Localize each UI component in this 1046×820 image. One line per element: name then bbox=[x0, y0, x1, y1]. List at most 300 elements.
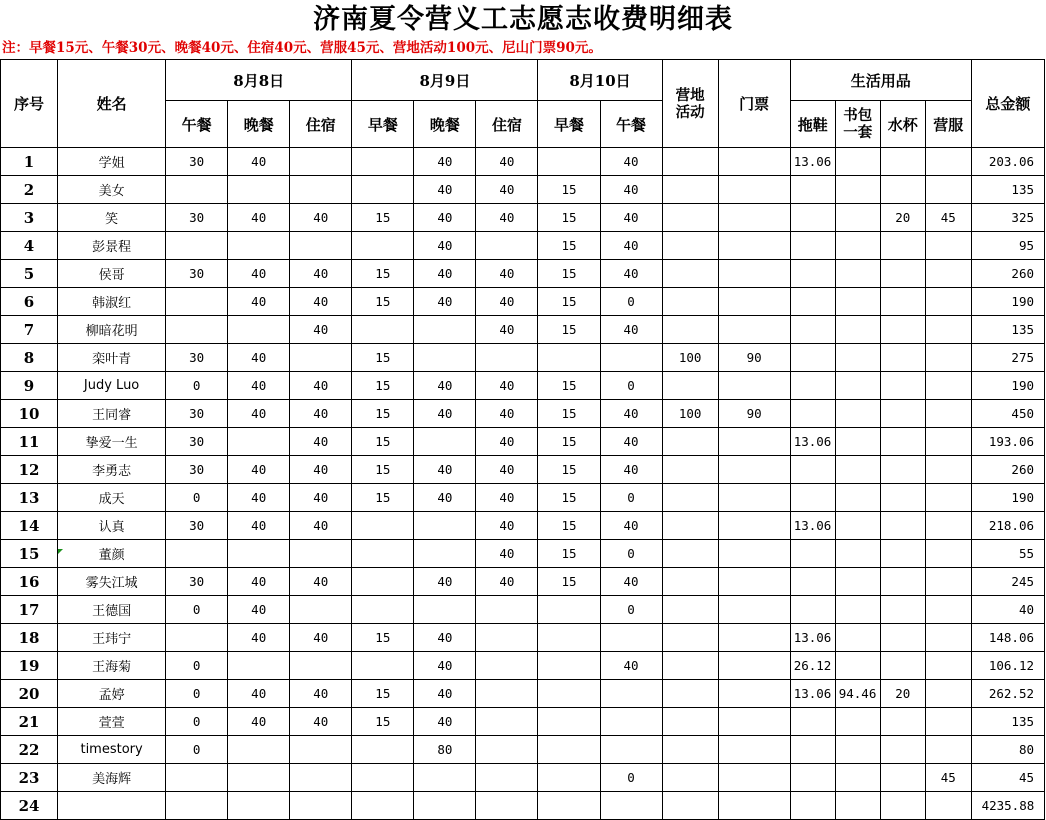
cell-activity[interactable] bbox=[662, 596, 718, 624]
cell-aug8-lunch[interactable] bbox=[166, 316, 228, 344]
cell-aug9-lodging[interactable]: 40 bbox=[476, 484, 538, 512]
cell-aug10-lunch[interactable]: 0 bbox=[600, 596, 662, 624]
cell-aug8-dinner[interactable]: 40 bbox=[228, 456, 290, 484]
cell-aug8-lunch[interactable]: 30 bbox=[166, 260, 228, 288]
cell-aug10-lunch[interactable]: 0 bbox=[600, 372, 662, 400]
cell-uniform[interactable] bbox=[925, 316, 971, 344]
cell-name[interactable]: 成天 bbox=[58, 484, 166, 512]
cell-aug8-lunch[interactable]: 0 bbox=[166, 736, 228, 764]
cell-total[interactable]: 148.06 bbox=[971, 624, 1044, 652]
cell-aug9-lodging[interactable] bbox=[476, 596, 538, 624]
cell-aug8-lodging[interactable]: 40 bbox=[290, 400, 352, 428]
cell-aug8-dinner[interactable]: 40 bbox=[228, 260, 290, 288]
cell-aug9-breakfast[interactable]: 15 bbox=[352, 428, 414, 456]
cell-name[interactable]: 栾叶青 bbox=[58, 344, 166, 372]
cell-name[interactable]: 董颜 bbox=[58, 540, 166, 568]
cell-seq[interactable]: 5 bbox=[1, 260, 58, 288]
cell-uniform[interactable] bbox=[925, 484, 971, 512]
cell-ticket[interactable]: 90 bbox=[718, 400, 790, 428]
cell-cup[interactable] bbox=[880, 540, 925, 568]
cell-aug8-dinner[interactable] bbox=[228, 540, 290, 568]
cell-slippers[interactable] bbox=[790, 204, 835, 232]
cell-aug9-dinner[interactable]: 40 bbox=[414, 624, 476, 652]
cell-schoolbag-set[interactable] bbox=[835, 428, 880, 456]
cell-aug8-lodging[interactable] bbox=[290, 148, 352, 176]
cell-aug10-breakfast[interactable]: 15 bbox=[538, 428, 600, 456]
cell-aug8-lodging[interactable]: 40 bbox=[290, 260, 352, 288]
cell-total[interactable]: 4235.88 bbox=[971, 792, 1044, 820]
cell-activity[interactable] bbox=[662, 792, 718, 820]
cell-aug8-dinner[interactable]: 40 bbox=[228, 204, 290, 232]
cell-aug10-breakfast[interactable]: 15 bbox=[538, 456, 600, 484]
cell-aug10-breakfast[interactable] bbox=[538, 652, 600, 680]
cell-slippers[interactable]: 13.06 bbox=[790, 624, 835, 652]
cell-aug9-lodging[interactable] bbox=[476, 232, 538, 260]
cell-schoolbag-set[interactable] bbox=[835, 540, 880, 568]
cell-aug8-dinner[interactable]: 40 bbox=[228, 596, 290, 624]
cell-cup[interactable] bbox=[880, 428, 925, 456]
cell-aug8-lodging[interactable] bbox=[290, 736, 352, 764]
cell-schoolbag-set[interactable] bbox=[835, 736, 880, 764]
cell-schoolbag-set[interactable] bbox=[835, 456, 880, 484]
cell-aug9-breakfast[interactable] bbox=[352, 764, 414, 792]
cell-aug10-lunch[interactable]: 0 bbox=[600, 764, 662, 792]
cell-aug10-breakfast[interactable]: 15 bbox=[538, 400, 600, 428]
cell-aug8-lunch[interactable]: 0 bbox=[166, 708, 228, 736]
cell-aug8-lodging[interactable]: 40 bbox=[290, 708, 352, 736]
cell-seq[interactable]: 6 bbox=[1, 288, 58, 316]
cell-ticket[interactable] bbox=[718, 652, 790, 680]
cell-activity[interactable] bbox=[662, 456, 718, 484]
cell-name[interactable]: 学姐 bbox=[58, 148, 166, 176]
cell-cup[interactable] bbox=[880, 708, 925, 736]
cell-cup[interactable] bbox=[880, 764, 925, 792]
cell-cup[interactable] bbox=[880, 624, 925, 652]
cell-aug9-breakfast[interactable]: 15 bbox=[352, 484, 414, 512]
cell-aug8-lunch[interactable]: 0 bbox=[166, 372, 228, 400]
cell-uniform[interactable] bbox=[925, 176, 971, 204]
cell-aug8-lunch[interactable] bbox=[166, 624, 228, 652]
cell-aug8-dinner[interactable]: 40 bbox=[228, 288, 290, 316]
cell-aug10-lunch[interactable]: 40 bbox=[600, 512, 662, 540]
cell-aug8-lunch[interactable] bbox=[166, 764, 228, 792]
cell-cup[interactable] bbox=[880, 260, 925, 288]
cell-aug9-breakfast[interactable] bbox=[352, 568, 414, 596]
cell-aug8-lodging[interactable]: 40 bbox=[290, 428, 352, 456]
cell-cup[interactable] bbox=[880, 400, 925, 428]
cell-uniform[interactable]: 45 bbox=[925, 764, 971, 792]
cell-seq[interactable]: 11 bbox=[1, 428, 58, 456]
cell-ticket[interactable] bbox=[718, 680, 790, 708]
cell-cup[interactable] bbox=[880, 652, 925, 680]
cell-aug9-dinner[interactable] bbox=[414, 512, 476, 540]
cell-aug10-breakfast[interactable]: 15 bbox=[538, 484, 600, 512]
cell-aug8-lunch[interactable] bbox=[166, 540, 228, 568]
cell-slippers[interactable] bbox=[790, 540, 835, 568]
cell-aug10-breakfast[interactable]: 15 bbox=[538, 260, 600, 288]
cell-aug9-lodging[interactable] bbox=[476, 624, 538, 652]
cell-seq[interactable]: 20 bbox=[1, 680, 58, 708]
cell-name[interactable]: 孟婷 bbox=[58, 680, 166, 708]
cell-seq[interactable]: 21 bbox=[1, 708, 58, 736]
cell-aug8-lunch[interactable]: 30 bbox=[166, 512, 228, 540]
cell-name[interactable]: 美女 bbox=[58, 176, 166, 204]
cell-aug9-dinner[interactable]: 40 bbox=[414, 652, 476, 680]
cell-aug9-lodging[interactable] bbox=[476, 652, 538, 680]
cell-aug8-lunch[interactable]: 30 bbox=[166, 204, 228, 232]
cell-seq[interactable]: 9 bbox=[1, 372, 58, 400]
cell-name[interactable]: 柳暗花明 bbox=[58, 316, 166, 344]
cell-name[interactable] bbox=[58, 792, 166, 820]
cell-ticket[interactable] bbox=[718, 204, 790, 232]
cell-total[interactable]: 135 bbox=[971, 176, 1044, 204]
cell-aug10-breakfast[interactable] bbox=[538, 680, 600, 708]
cell-slippers[interactable] bbox=[790, 596, 835, 624]
cell-name[interactable]: 彭景程 bbox=[58, 232, 166, 260]
cell-aug9-lodging[interactable]: 40 bbox=[476, 540, 538, 568]
cell-activity[interactable] bbox=[662, 652, 718, 680]
cell-seq[interactable]: 3 bbox=[1, 204, 58, 232]
cell-aug9-breakfast[interactable]: 15 bbox=[352, 260, 414, 288]
cell-uniform[interactable]: 45 bbox=[925, 204, 971, 232]
cell-ticket[interactable] bbox=[718, 484, 790, 512]
cell-ticket[interactable]: 90 bbox=[718, 344, 790, 372]
cell-aug8-lunch[interactable] bbox=[166, 232, 228, 260]
cell-aug8-lodging[interactable] bbox=[290, 176, 352, 204]
cell-aug8-dinner[interactable]: 40 bbox=[228, 484, 290, 512]
cell-schoolbag-set[interactable] bbox=[835, 148, 880, 176]
cell-total[interactable]: 218.06 bbox=[971, 512, 1044, 540]
cell-seq[interactable]: 22 bbox=[1, 736, 58, 764]
cell-aug9-dinner[interactable] bbox=[414, 540, 476, 568]
cell-aug9-dinner[interactable]: 40 bbox=[414, 708, 476, 736]
cell-activity[interactable] bbox=[662, 148, 718, 176]
cell-schoolbag-set[interactable] bbox=[835, 288, 880, 316]
cell-seq[interactable]: 19 bbox=[1, 652, 58, 680]
cell-aug9-breakfast[interactable] bbox=[352, 792, 414, 820]
cell-aug9-lodging[interactable]: 40 bbox=[476, 148, 538, 176]
cell-activity[interactable] bbox=[662, 708, 718, 736]
cell-aug8-lodging[interactable]: 40 bbox=[290, 512, 352, 540]
cell-ticket[interactable] bbox=[718, 540, 790, 568]
cell-aug10-lunch[interactable]: 40 bbox=[600, 652, 662, 680]
cell-aug9-dinner[interactable]: 40 bbox=[414, 204, 476, 232]
cell-slippers[interactable] bbox=[790, 316, 835, 344]
cell-aug9-lodging[interactable] bbox=[476, 344, 538, 372]
cell-slippers[interactable]: 13.06 bbox=[790, 428, 835, 456]
cell-aug9-breakfast[interactable]: 15 bbox=[352, 204, 414, 232]
cell-name[interactable]: 王玮宁 bbox=[58, 624, 166, 652]
cell-name[interactable]: 美海辉 bbox=[58, 764, 166, 792]
cell-uniform[interactable] bbox=[925, 288, 971, 316]
cell-slippers[interactable] bbox=[790, 372, 835, 400]
cell-uniform[interactable] bbox=[925, 260, 971, 288]
cell-uniform[interactable] bbox=[925, 232, 971, 260]
cell-slippers[interactable]: 13.06 bbox=[790, 512, 835, 540]
cell-seq[interactable]: 1 bbox=[1, 148, 58, 176]
cell-aug9-breakfast[interactable]: 15 bbox=[352, 708, 414, 736]
cell-name[interactable]: timestory bbox=[58, 736, 166, 764]
cell-aug9-lodging[interactable]: 40 bbox=[476, 204, 538, 232]
cell-uniform[interactable] bbox=[925, 736, 971, 764]
cell-cup[interactable] bbox=[880, 372, 925, 400]
cell-name[interactable]: 李勇志 bbox=[58, 456, 166, 484]
cell-seq[interactable]: 2 bbox=[1, 176, 58, 204]
cell-cup[interactable] bbox=[880, 316, 925, 344]
cell-aug9-breakfast[interactable]: 15 bbox=[352, 288, 414, 316]
cell-aug8-dinner[interactable] bbox=[228, 232, 290, 260]
cell-aug9-breakfast[interactable] bbox=[352, 540, 414, 568]
cell-aug10-breakfast[interactable]: 15 bbox=[538, 568, 600, 596]
cell-ticket[interactable] bbox=[718, 792, 790, 820]
cell-schoolbag-set[interactable] bbox=[835, 372, 880, 400]
cell-uniform[interactable] bbox=[925, 512, 971, 540]
cell-aug10-breakfast[interactable] bbox=[538, 736, 600, 764]
cell-name[interactable]: 王德国 bbox=[58, 596, 166, 624]
cell-aug8-dinner[interactable]: 40 bbox=[228, 512, 290, 540]
cell-aug10-breakfast[interactable]: 15 bbox=[538, 372, 600, 400]
cell-aug10-lunch[interactable] bbox=[600, 736, 662, 764]
cell-slippers[interactable] bbox=[790, 736, 835, 764]
cell-aug9-lodging[interactable]: 40 bbox=[476, 316, 538, 344]
cell-cup[interactable] bbox=[880, 232, 925, 260]
cell-aug10-lunch[interactable] bbox=[600, 344, 662, 372]
cell-aug8-dinner[interactable] bbox=[228, 736, 290, 764]
cell-aug10-lunch[interactable]: 40 bbox=[600, 176, 662, 204]
cell-activity[interactable] bbox=[662, 176, 718, 204]
cell-aug10-lunch[interactable]: 40 bbox=[600, 148, 662, 176]
cell-slippers[interactable] bbox=[790, 260, 835, 288]
cell-aug9-breakfast[interactable]: 15 bbox=[352, 624, 414, 652]
cell-uniform[interactable] bbox=[925, 792, 971, 820]
cell-seq[interactable]: 13 bbox=[1, 484, 58, 512]
cell-aug9-dinner[interactable]: 80 bbox=[414, 736, 476, 764]
cell-aug8-dinner[interactable]: 40 bbox=[228, 680, 290, 708]
cell-activity[interactable] bbox=[662, 736, 718, 764]
cell-ticket[interactable] bbox=[718, 176, 790, 204]
cell-ticket[interactable] bbox=[718, 512, 790, 540]
cell-name[interactable]: 萱萱 bbox=[58, 708, 166, 736]
cell-aug8-lodging[interactable]: 40 bbox=[290, 372, 352, 400]
cell-ticket[interactable] bbox=[718, 428, 790, 456]
cell-aug9-dinner[interactable]: 40 bbox=[414, 288, 476, 316]
cell-aug9-lodging[interactable] bbox=[476, 736, 538, 764]
cell-aug8-lunch[interactable]: 30 bbox=[166, 148, 228, 176]
cell-aug8-lodging[interactable]: 40 bbox=[290, 456, 352, 484]
cell-aug9-breakfast[interactable] bbox=[352, 148, 414, 176]
cell-aug9-lodging[interactable]: 40 bbox=[476, 568, 538, 596]
cell-name[interactable]: 认真 bbox=[58, 512, 166, 540]
cell-cup[interactable] bbox=[880, 596, 925, 624]
cell-aug9-lodging[interactable]: 40 bbox=[476, 428, 538, 456]
cell-total[interactable]: 245 bbox=[971, 568, 1044, 596]
cell-ticket[interactable] bbox=[718, 372, 790, 400]
cell-aug8-lodging[interactable]: 40 bbox=[290, 484, 352, 512]
cell-aug8-lodging[interactable] bbox=[290, 344, 352, 372]
cell-aug9-dinner[interactable]: 40 bbox=[414, 568, 476, 596]
cell-aug8-lodging[interactable]: 40 bbox=[290, 288, 352, 316]
cell-aug9-dinner[interactable]: 40 bbox=[414, 456, 476, 484]
cell-ticket[interactable] bbox=[718, 260, 790, 288]
cell-activity[interactable]: 100 bbox=[662, 400, 718, 428]
cell-aug8-dinner[interactable]: 40 bbox=[228, 400, 290, 428]
cell-aug8-lodging[interactable]: 40 bbox=[290, 316, 352, 344]
cell-aug8-lodging[interactable] bbox=[290, 232, 352, 260]
cell-aug8-lodging[interactable]: 40 bbox=[290, 680, 352, 708]
cell-activity[interactable] bbox=[662, 540, 718, 568]
cell-cup[interactable] bbox=[880, 288, 925, 316]
cell-aug10-lunch[interactable] bbox=[600, 680, 662, 708]
cell-cup[interactable] bbox=[880, 792, 925, 820]
cell-activity[interactable] bbox=[662, 260, 718, 288]
cell-aug9-breakfast[interactable] bbox=[352, 316, 414, 344]
cell-ticket[interactable] bbox=[718, 568, 790, 596]
cell-ticket[interactable] bbox=[718, 624, 790, 652]
cell-aug10-lunch[interactable]: 40 bbox=[600, 456, 662, 484]
cell-aug9-breakfast[interactable] bbox=[352, 176, 414, 204]
cell-activity[interactable] bbox=[662, 568, 718, 596]
cell-aug8-dinner[interactable] bbox=[228, 652, 290, 680]
cell-schoolbag-set[interactable] bbox=[835, 176, 880, 204]
cell-total[interactable]: 203.06 bbox=[971, 148, 1044, 176]
cell-aug8-dinner[interactable]: 40 bbox=[228, 568, 290, 596]
cell-aug10-lunch[interactable] bbox=[600, 624, 662, 652]
cell-aug10-lunch[interactable]: 40 bbox=[600, 260, 662, 288]
cell-name[interactable]: 韩淑红 bbox=[58, 288, 166, 316]
cell-aug10-breakfast[interactable] bbox=[538, 148, 600, 176]
cell-aug8-lodging[interactable] bbox=[290, 596, 352, 624]
cell-aug8-dinner[interactable]: 40 bbox=[228, 148, 290, 176]
cell-total[interactable]: 45 bbox=[971, 764, 1044, 792]
cell-aug10-lunch[interactable]: 0 bbox=[600, 540, 662, 568]
cell-aug9-lodging[interactable]: 40 bbox=[476, 372, 538, 400]
cell-ticket[interactable] bbox=[718, 148, 790, 176]
cell-aug8-lunch[interactable] bbox=[166, 176, 228, 204]
cell-slippers[interactable] bbox=[790, 708, 835, 736]
cell-aug9-breakfast[interactable]: 15 bbox=[352, 344, 414, 372]
cell-cup[interactable] bbox=[880, 176, 925, 204]
cell-schoolbag-set[interactable] bbox=[835, 484, 880, 512]
cell-aug9-lodging[interactable]: 40 bbox=[476, 512, 538, 540]
cell-aug9-dinner[interactable]: 40 bbox=[414, 148, 476, 176]
cell-activity[interactable] bbox=[662, 232, 718, 260]
cell-schoolbag-set[interactable] bbox=[835, 400, 880, 428]
cell-activity[interactable] bbox=[662, 316, 718, 344]
cell-aug8-dinner[interactable] bbox=[228, 764, 290, 792]
cell-slippers[interactable]: 26.12 bbox=[790, 652, 835, 680]
cell-uniform[interactable] bbox=[925, 680, 971, 708]
cell-aug9-dinner[interactable]: 40 bbox=[414, 680, 476, 708]
cell-total[interactable]: 106.12 bbox=[971, 652, 1044, 680]
cell-schoolbag-set[interactable] bbox=[835, 316, 880, 344]
cell-aug9-dinner[interactable] bbox=[414, 344, 476, 372]
cell-aug8-lodging[interactable] bbox=[290, 792, 352, 820]
cell-aug10-lunch[interactable]: 40 bbox=[600, 204, 662, 232]
cell-slippers[interactable] bbox=[790, 288, 835, 316]
cell-activity[interactable] bbox=[662, 428, 718, 456]
cell-uniform[interactable] bbox=[925, 652, 971, 680]
cell-aug8-lunch[interactable]: 0 bbox=[166, 596, 228, 624]
cell-aug9-dinner[interactable] bbox=[414, 596, 476, 624]
cell-aug9-breakfast[interactable]: 15 bbox=[352, 680, 414, 708]
cell-aug9-lodging[interactable] bbox=[476, 792, 538, 820]
cell-cup[interactable] bbox=[880, 344, 925, 372]
cell-ticket[interactable] bbox=[718, 596, 790, 624]
cell-total[interactable]: 135 bbox=[971, 708, 1044, 736]
cell-aug8-lunch[interactable]: 0 bbox=[166, 484, 228, 512]
cell-aug10-breakfast[interactable]: 15 bbox=[538, 316, 600, 344]
cell-aug8-lunch[interactable] bbox=[166, 288, 228, 316]
cell-aug8-dinner[interactable]: 40 bbox=[228, 372, 290, 400]
cell-uniform[interactable] bbox=[925, 344, 971, 372]
cell-aug9-dinner[interactable] bbox=[414, 792, 476, 820]
cell-aug8-lunch[interactable]: 30 bbox=[166, 568, 228, 596]
cell-name[interactable]: 侯哥 bbox=[58, 260, 166, 288]
cell-name[interactable]: 王同睿 bbox=[58, 400, 166, 428]
cell-aug10-lunch[interactable]: 40 bbox=[600, 568, 662, 596]
cell-total[interactable]: 80 bbox=[971, 736, 1044, 764]
cell-aug9-lodging[interactable]: 40 bbox=[476, 176, 538, 204]
cell-aug10-lunch[interactable] bbox=[600, 708, 662, 736]
cell-schoolbag-set[interactable] bbox=[835, 624, 880, 652]
cell-aug9-lodging[interactable] bbox=[476, 764, 538, 792]
cell-total[interactable]: 450 bbox=[971, 400, 1044, 428]
cell-ticket[interactable] bbox=[718, 288, 790, 316]
cell-aug9-breakfast[interactable] bbox=[352, 652, 414, 680]
cell-seq[interactable]: 23 bbox=[1, 764, 58, 792]
cell-aug8-lunch[interactable]: 30 bbox=[166, 428, 228, 456]
cell-activity[interactable] bbox=[662, 204, 718, 232]
cell-aug9-breakfast[interactable]: 15 bbox=[352, 400, 414, 428]
cell-aug9-lodging[interactable]: 40 bbox=[476, 288, 538, 316]
cell-name[interactable]: 雾失江城 bbox=[58, 568, 166, 596]
cell-total[interactable]: 193.06 bbox=[971, 428, 1044, 456]
cell-schoolbag-set[interactable] bbox=[835, 204, 880, 232]
cell-cup[interactable]: 20 bbox=[880, 680, 925, 708]
cell-aug9-dinner[interactable]: 40 bbox=[414, 232, 476, 260]
cell-aug9-breakfast[interactable]: 15 bbox=[352, 372, 414, 400]
cell-aug9-lodging[interactable] bbox=[476, 680, 538, 708]
cell-schoolbag-set[interactable] bbox=[835, 512, 880, 540]
cell-cup[interactable] bbox=[880, 456, 925, 484]
cell-total[interactable]: 325 bbox=[971, 204, 1044, 232]
cell-aug8-dinner[interactable] bbox=[228, 176, 290, 204]
cell-total[interactable]: 55 bbox=[971, 540, 1044, 568]
cell-aug9-dinner[interactable] bbox=[414, 316, 476, 344]
cell-aug8-lodging[interactable] bbox=[290, 540, 352, 568]
cell-aug8-lunch[interactable]: 30 bbox=[166, 456, 228, 484]
cell-schoolbag-set[interactable] bbox=[835, 792, 880, 820]
cell-aug9-lodging[interactable]: 40 bbox=[476, 400, 538, 428]
cell-aug9-dinner[interactable]: 40 bbox=[414, 400, 476, 428]
cell-aug9-breakfast[interactable] bbox=[352, 512, 414, 540]
cell-uniform[interactable] bbox=[925, 400, 971, 428]
cell-uniform[interactable] bbox=[925, 568, 971, 596]
cell-total[interactable]: 95 bbox=[971, 232, 1044, 260]
cell-activity[interactable] bbox=[662, 288, 718, 316]
cell-aug10-breakfast[interactable] bbox=[538, 344, 600, 372]
cell-aug10-breakfast[interactable] bbox=[538, 708, 600, 736]
cell-slippers[interactable] bbox=[790, 764, 835, 792]
cell-total[interactable]: 260 bbox=[971, 260, 1044, 288]
cell-schoolbag-set[interactable] bbox=[835, 708, 880, 736]
cell-activity[interactable] bbox=[662, 680, 718, 708]
cell-aug10-lunch[interactable]: 40 bbox=[600, 232, 662, 260]
cell-seq[interactable]: 24 bbox=[1, 792, 58, 820]
cell-aug9-breakfast[interactable] bbox=[352, 736, 414, 764]
cell-slippers[interactable] bbox=[790, 484, 835, 512]
cell-activity[interactable] bbox=[662, 484, 718, 512]
